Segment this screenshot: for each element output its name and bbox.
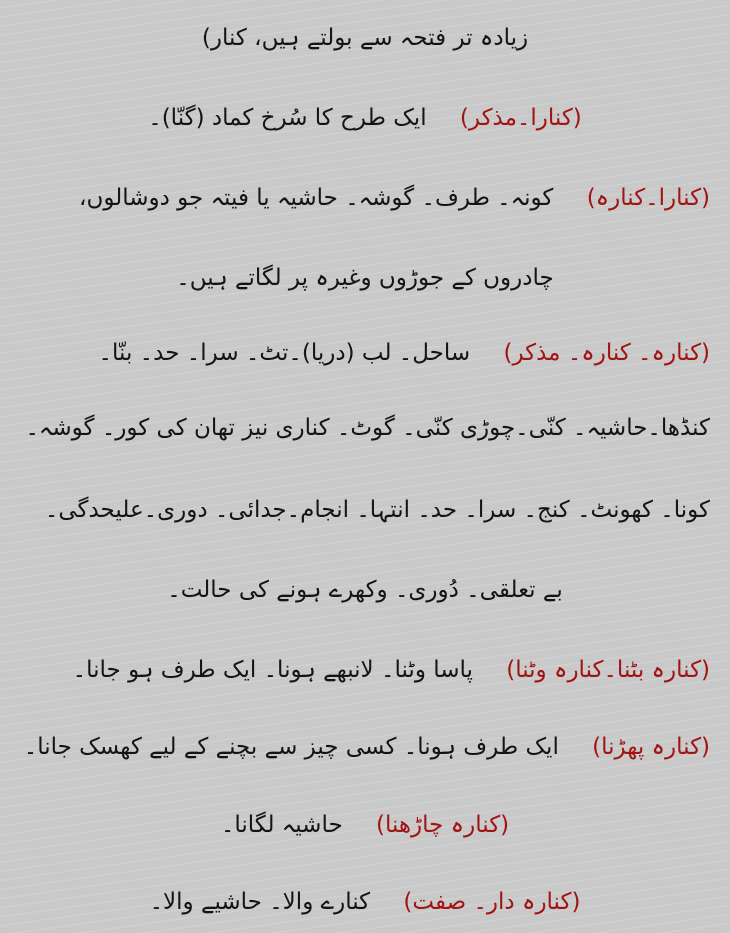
definition-text: کونہ۔ طرف۔ گوشہ۔ حاشیہ یا فیتہ جو دوشالوں، bbox=[79, 185, 554, 211]
entry-kanarah-dar bbox=[20, 882, 710, 922]
entry-kanarah-pharna bbox=[20, 727, 710, 767]
entry-line-continuation bbox=[20, 570, 710, 610]
entry-line-continuation bbox=[20, 258, 710, 298]
entry-term: (کنارہ پھڑنا) bbox=[592, 734, 710, 760]
entry-kanara-masculine bbox=[20, 98, 710, 138]
entry-term: (کنارا۔کنارہ) bbox=[586, 185, 710, 211]
entry-line-continuation bbox=[20, 18, 710, 58]
entry-term: (کنارہ۔ کنارہ۔ مذکر) bbox=[503, 340, 710, 366]
entry-line-continuation bbox=[20, 408, 710, 448]
definition-text: ایک طرف ہونا۔ کسی چیز سے بچنے کے لیے کھسک جانا۔ bbox=[23, 734, 559, 760]
entry-kanarah-charhna bbox=[20, 805, 710, 845]
definition-text: زیادہ تر فتحہ سے بولتے ہیں، کنار) bbox=[201, 25, 529, 51]
entry-term: (کنارہ چاڑھنا) bbox=[375, 812, 510, 838]
definition-text: کونا۔ کھونٹ۔ کنج۔ سرا۔ حد۔ انتہا۔ انجام۔جدائی۔ دوری۔علیحدگی۔ bbox=[44, 497, 710, 523]
definition-text: کنارے والا۔ حاشیے والا۔ bbox=[149, 889, 371, 915]
definition-text: چادروں کے جوڑوں وغیرہ پر لگاتے ہیں۔ bbox=[176, 265, 554, 291]
definition-text: پاسا وٹنا۔ لانبھے ہونا۔ ایک طرف ہو جانا۔ bbox=[72, 657, 473, 683]
entry-term: (کنارہ دار۔ صفت) bbox=[403, 889, 581, 915]
definition-text: بے تعلقی۔ دُوری۔ وکھرے ہونے کی حالت۔ bbox=[167, 577, 563, 603]
entry-term: (کنارہ بٹنا۔کنارہ وٹنا) bbox=[506, 657, 710, 683]
definition-text: ساحل۔ لب (دریا)۔تٹ۔ سرا۔ حد۔ بنّا۔ bbox=[98, 340, 471, 366]
entry-line-continuation bbox=[20, 490, 710, 530]
definition-text: حاشیہ لگانا۔ bbox=[220, 812, 343, 838]
definition-text: کنڈھا۔حاشیہ۔ کنّی۔چوڑی کنّی۔ گوٹ۔ کناری نیز تھان کی کور۔ گوشہ۔ bbox=[25, 415, 710, 441]
entry-kanara-kanarah bbox=[20, 178, 710, 218]
entry-kanarah-batna bbox=[20, 650, 710, 690]
definition-text: ایک طرح کا سُرخ کماد (گنّا)۔ bbox=[148, 105, 427, 131]
entry-kanarah-masculine bbox=[20, 333, 710, 373]
entry-term: (کنارا۔مذکر) bbox=[459, 105, 582, 131]
